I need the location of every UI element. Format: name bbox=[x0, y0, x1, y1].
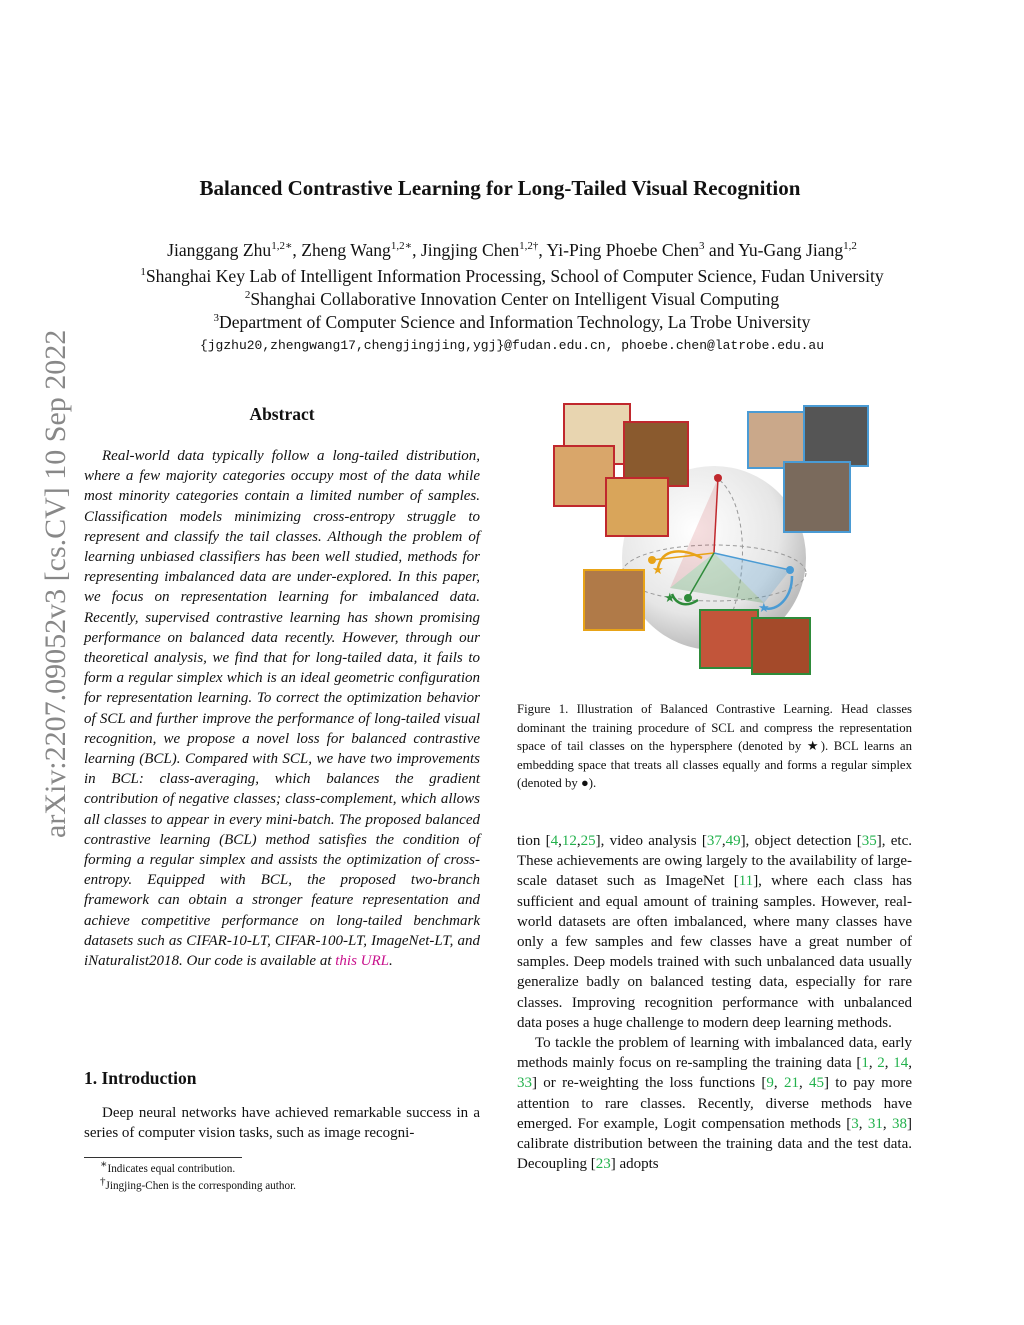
author-name: Zheng Wang bbox=[301, 240, 391, 260]
dog-photo-3 bbox=[624, 422, 688, 486]
citation-link[interactable]: 14 bbox=[893, 1055, 909, 1072]
food-photo-2 bbox=[752, 618, 810, 674]
cat-photo-1 bbox=[748, 412, 806, 468]
introduction-para-1: Deep neural networks have achieved remarkable success in a series of computer vision tasks, such as image recogni- bbox=[84, 1105, 480, 1142]
citation-link[interactable]: 45 bbox=[808, 1075, 824, 1092]
author-name: Yu-Gang Jiang bbox=[738, 240, 844, 260]
body-text: , bbox=[773, 1075, 784, 1092]
body-text: ], object detection [ bbox=[740, 833, 862, 849]
caption-label: Figure 1. bbox=[517, 702, 569, 716]
citation-link[interactable]: 25 bbox=[580, 833, 596, 849]
body-text: ] adopts bbox=[610, 1156, 659, 1173]
author-marks: 1,2 bbox=[843, 240, 857, 253]
body-text: To tackle the problem of learning with imbalanced data, early methods mainly focus on re-sampling the training data [ bbox=[517, 1035, 912, 1072]
body-text: , bbox=[798, 1075, 809, 1092]
affiliation-1-text: Shanghai Key Lab of Intelligent Information Processing, School of Computer Science, Fudan University bbox=[145, 266, 884, 286]
affiliation-3 bbox=[0, 311, 1024, 334]
citation-link[interactable]: 23 bbox=[595, 1156, 611, 1173]
body-text: , bbox=[858, 1115, 868, 1132]
star-food: ★ bbox=[664, 590, 676, 605]
right-para-2 bbox=[517, 1033, 912, 1174]
footnote-divider bbox=[84, 1157, 242, 1158]
citation-link[interactable]: 12 bbox=[561, 833, 577, 849]
code-link[interactable]: this URL bbox=[335, 953, 390, 970]
body-text: , bbox=[908, 1055, 912, 1072]
affiliation-1 bbox=[0, 265, 1024, 288]
figure-1-illustration bbox=[552, 398, 882, 688]
body-text: ], etc. These achievements are owing largely to the availability of large-scale dataset such as ImageNet [ bbox=[517, 833, 912, 890]
arch-photo bbox=[584, 570, 644, 630]
citation-link[interactable]: 31 bbox=[867, 1115, 883, 1132]
abstract-heading: Abstract bbox=[249, 404, 315, 424]
dog-photo-4 bbox=[606, 478, 668, 536]
citation-link[interactable]: 33 bbox=[517, 1075, 532, 1092]
abstract-body bbox=[84, 446, 480, 971]
body-text: , bbox=[882, 1115, 892, 1132]
dot-symbol: ● bbox=[580, 776, 589, 790]
caption-text-a: Illustration of Balanced Contrastive Learning. Head classes dominant the training procedure of SCL and compress the representation space of tail classes on the hypersphere (denoted by bbox=[517, 702, 912, 753]
citation-link[interactable]: 1 bbox=[861, 1055, 869, 1072]
body-text: , bbox=[576, 833, 581, 849]
citation-link[interactable]: 49 bbox=[725, 833, 741, 849]
footnote-1 bbox=[100, 1158, 500, 1177]
body-text: ] to pay more attention to rare classes. Recently, diverse methods have emerged. For example, Logit compensation methods [ bbox=[517, 1075, 913, 1132]
caption-text-c: ). bbox=[588, 776, 597, 790]
body-text: , bbox=[884, 1055, 894, 1072]
body-text: ], video analysis [ bbox=[595, 833, 707, 849]
citation-link[interactable]: 21 bbox=[783, 1075, 799, 1092]
citation-link[interactable]: 3 bbox=[851, 1115, 859, 1132]
author-marks: 1,2∗ bbox=[271, 240, 293, 253]
body-text: , bbox=[868, 1055, 878, 1072]
affiliation-2-mark: 2 bbox=[244, 289, 251, 302]
abstract-text: Real-world data typically follow a long-tailed distribution, where a few majority categories occupy most of the data while most minority categories contain a limited number of samples. Classification models minimizing cross-entropy struggle to represent and classify the tail classes. Although the problem of learning unbiased classifiers has been well studied, methods for representing imbalanced data are under-explored. In this paper, we focus on representation learning for imbalanced data. Recently, supervised contrastive learning has shown promising performance on balanced data recently. However, through our theoretical analysis, we find that for long-tailed data, it fails to form a regular simplex which is an ideal geometric configuration for representation learning. To correct the optimization behavior of SCL and further improve the performance of long-tailed visual recognition, we propose a novel loss for balanced contrastive learning (BCL). Compared with SCL, we have two improvements in BCL: class-averaging, which balances the gradient contribution of negative classes; class-complement, which allows all classes to appear in every mini-batch. The proposed balanced contrastive learning (BCL) method satisfies the condition of forming a regular simplex and assists the optimization of cross-entropy. Equipped with BCL, the proposed two-branch framework can obtain a stronger feature representation and achieve competitive performance on long-tailed benchmark datasets such as CIFAR-10-LT, CIFAR-100-LT, ImageNet-LT, and iNaturalist2018. Our code is available at bbox=[84, 448, 480, 970]
class-center-food bbox=[684, 594, 692, 602]
body-text: , bbox=[721, 833, 726, 849]
body-text: ] calibrate distribution between the training data and the test data. Decoupling [ bbox=[517, 1115, 912, 1173]
cat-photo-3 bbox=[784, 462, 850, 532]
introduction-body bbox=[84, 1103, 480, 1143]
citation-link[interactable]: 4 bbox=[550, 833, 559, 849]
footnote-2-text: Jingjing-Chen is the corresponding author. bbox=[105, 1180, 296, 1192]
citation-link[interactable]: 2 bbox=[877, 1055, 885, 1072]
right-column-body bbox=[517, 831, 912, 1174]
author-list: Jianggang Zhu$^{1,2∗}$, Zheng Wang$^{1,2∗}$, Jingjing Chen$^{1,2\dagger}$, Yi-Ping Phoebe Chen$^3$ and Yu-Gang Jiang$^{1,2}$ bbox=[167, 240, 857, 260]
author-emails: {jgzhu20,zhengwang17,chengjingjing,ygj}@fudan.edu.cn, phoebe.chen@latrobe.edu.au bbox=[199, 338, 825, 353]
introduction-heading: 1. Introduction bbox=[84, 1068, 197, 1088]
affiliation-2 bbox=[0, 288, 1024, 311]
star-cat: ★ bbox=[758, 600, 770, 615]
food-images bbox=[700, 610, 810, 674]
footnote-2 bbox=[100, 1175, 500, 1194]
star-arch: ★ bbox=[652, 562, 664, 577]
author-name: Jianggang Zhu bbox=[167, 240, 272, 260]
caption-text-b: ). BCL learns an embedding space that treats all classes equally and forms a regular simplex (denoted by bbox=[517, 739, 912, 790]
right-para-1 bbox=[517, 831, 912, 1033]
citation-link[interactable]: 35 bbox=[861, 833, 877, 849]
paper-title: Balanced Contrastive Learning for Long-Tailed Visual Recognition bbox=[199, 176, 801, 200]
author-marks: 1,2† bbox=[519, 240, 539, 253]
citation-link[interactable]: 38 bbox=[892, 1115, 907, 1132]
dog-images bbox=[554, 404, 688, 536]
footnote-1-mark: ∗ bbox=[100, 1158, 108, 1171]
author-name: Jingjing Chen bbox=[420, 240, 520, 260]
body-text: tion [ bbox=[517, 833, 551, 849]
body-text: , bbox=[558, 833, 562, 849]
footnote-2-mark: † bbox=[100, 1175, 106, 1188]
body-text: ] or re-weighting the loss functions [ bbox=[532, 1075, 767, 1092]
affiliation-3-text: Department of Computer Science and Information Technology, La Trobe University bbox=[219, 312, 811, 332]
food-photo-1 bbox=[700, 610, 758, 668]
body-text: ], where each class has sufficient and equal amount of training samples. However, real-world datasets are often imbalanced, where many classes have only a few samples and few classes have a great number of samples. Deep models trained with such unbalanced data usually generalize badly on balanced testing data, especially for rare classes. Improving recognition performance with unbalanced data poses a huge challenge to modern deep learning methods. bbox=[517, 873, 912, 1031]
affiliation-2-text: Shanghai Collaborative Innovation Center on Intelligent Visual Computing bbox=[250, 289, 780, 309]
class-center-dog bbox=[714, 474, 722, 482]
affiliation-3-mark: 3 bbox=[213, 312, 220, 325]
cat-photo-2 bbox=[804, 406, 868, 466]
citation-link[interactable]: 9 bbox=[766, 1075, 774, 1092]
citation-link[interactable]: 37 bbox=[706, 833, 722, 849]
star-symbol: ★ bbox=[806, 739, 821, 753]
footnote-1-text: Indicates equal contribution. bbox=[107, 1163, 236, 1175]
arxiv-sidebar-stamp: arXiv:2207.09052v3 [cs.CV] 10 Sep 2022 bbox=[39, 329, 72, 838]
citation-link[interactable]: 11 bbox=[738, 873, 754, 890]
class-center-cat bbox=[786, 566, 794, 574]
author-marks: 3 bbox=[699, 240, 705, 253]
author-name: Yi-Ping Phoebe Chen bbox=[546, 240, 700, 260]
figure-1-caption bbox=[517, 700, 912, 793]
affiliation-1-mark: 1 bbox=[140, 266, 146, 279]
author-marks: 1,2∗ bbox=[390, 240, 413, 253]
abstract-tail: . bbox=[389, 953, 393, 970]
